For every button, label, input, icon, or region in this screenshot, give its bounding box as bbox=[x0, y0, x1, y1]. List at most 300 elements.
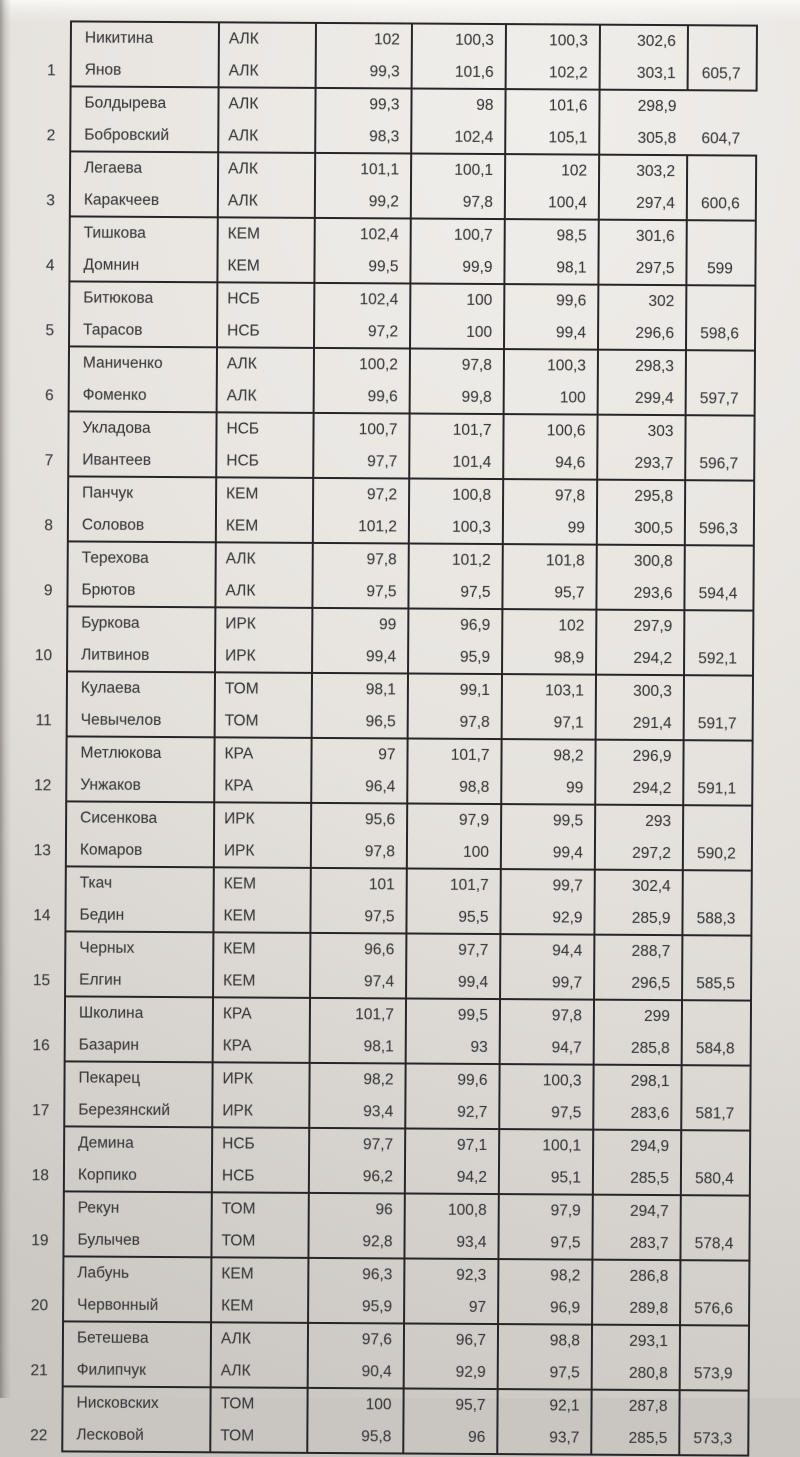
name-cell bbox=[67, 541, 215, 607]
subtotal-cell bbox=[594, 870, 682, 936]
athlete2-subtotal: 305,8 bbox=[637, 129, 677, 147]
pair-total-value: 596,7 bbox=[699, 455, 739, 473]
athlete2-score1: 99,3 bbox=[369, 62, 400, 80]
name-cell bbox=[71, 21, 219, 87]
region-cell bbox=[217, 282, 314, 348]
athlete1-score1: 101,1 bbox=[360, 161, 400, 179]
athlete2-score3: 97,1 bbox=[553, 713, 584, 732]
athlete1-score1: 102,4 bbox=[359, 291, 399, 309]
rank-cell bbox=[0, 866, 66, 931]
athlete1-score2: 100,3 bbox=[455, 31, 494, 50]
athlete1-score2: 100,7 bbox=[453, 226, 493, 245]
subtotal-cell bbox=[598, 350, 686, 416]
athlete1-region: ТОМ bbox=[224, 680, 259, 698]
rank-cell bbox=[0, 1256, 63, 1321]
score1-cell bbox=[307, 1388, 403, 1454]
rank-cell bbox=[0, 281, 69, 346]
athlete2-subtotal: 283,6 bbox=[630, 1104, 670, 1122]
rank-cell bbox=[0, 801, 66, 866]
athlete1-score1: 100,7 bbox=[358, 421, 398, 439]
athlete2-score3: 97,5 bbox=[549, 1363, 580, 1382]
athlete2-region: КЕМ bbox=[223, 906, 256, 925]
pair-total-value: 592,1 bbox=[698, 650, 738, 668]
athlete2-score1: 97,4 bbox=[363, 972, 395, 990]
rank-label: 9 bbox=[43, 581, 53, 599]
pair-total-cell bbox=[686, 285, 755, 350]
score2-cell bbox=[406, 868, 500, 934]
rank-cell bbox=[0, 541, 68, 606]
athlete1-name: Легаева bbox=[84, 159, 143, 177]
pair-total-cell bbox=[684, 545, 753, 610]
athlete1-name: Бетешева bbox=[76, 1329, 149, 1347]
score3-cell bbox=[497, 1389, 591, 1455]
athlete2-score3: 102,2 bbox=[548, 63, 588, 82]
score3-cell bbox=[500, 999, 594, 1065]
rank-cell bbox=[0, 216, 69, 281]
pair-total-cell bbox=[686, 350, 755, 415]
athlete1-region: КРА bbox=[222, 1005, 252, 1023]
athlete2-name: Янов bbox=[84, 61, 122, 79]
athlete1-region: НСБ bbox=[227, 290, 260, 308]
athlete1-score1: 95,6 bbox=[364, 811, 396, 829]
score3-cell bbox=[504, 349, 598, 415]
pair-total-cell bbox=[682, 870, 751, 935]
athlete1-subtotal: 293,1 bbox=[629, 1332, 668, 1351]
pair-total-cell bbox=[683, 740, 752, 805]
athlete1-name: Тишкова bbox=[83, 224, 146, 242]
athlete1-name: Терехова bbox=[81, 549, 149, 567]
score1-cell bbox=[310, 998, 406, 1064]
score3-cell bbox=[502, 609, 596, 675]
score3-cell bbox=[502, 674, 596, 740]
score3-cell bbox=[504, 284, 598, 350]
athlete1-name: Школина bbox=[78, 1004, 144, 1022]
athlete1-name: Болдырева bbox=[84, 94, 167, 113]
athlete2-subtotal: 296,5 bbox=[631, 974, 671, 992]
athlete2-score2: 100 bbox=[463, 843, 489, 861]
athlete1-region: ТОМ bbox=[220, 1395, 255, 1413]
score1-cell bbox=[315, 153, 411, 219]
pair-total-cell bbox=[685, 480, 754, 545]
athlete1-score2: 99,6 bbox=[457, 1071, 488, 1089]
score3-cell bbox=[498, 1324, 592, 1390]
athlete2-region: НСБ bbox=[227, 321, 260, 340]
table-row bbox=[0, 281, 755, 351]
athlete2-region: ТОМ bbox=[224, 711, 259, 730]
athlete1-score1: 100 bbox=[365, 1396, 392, 1414]
athlete2-score2: 93 bbox=[470, 1038, 488, 1056]
athlete2-name: Чевычелов bbox=[80, 710, 162, 729]
athlete2-name: Червонный bbox=[77, 1295, 159, 1314]
athlete2-name: Каракчеев bbox=[83, 191, 160, 209]
region-cell bbox=[215, 672, 312, 738]
region-cell bbox=[216, 477, 313, 543]
table-row bbox=[0, 411, 755, 481]
athlete2-name: Ивантеев bbox=[82, 450, 152, 469]
athlete1-score1: 96,3 bbox=[362, 1266, 393, 1284]
subtotal-cell bbox=[592, 1195, 680, 1261]
athlete1-score1: 97,6 bbox=[361, 1331, 392, 1349]
athlete2-score3: 99,4 bbox=[555, 323, 587, 342]
athlete2-score2: 97,8 bbox=[459, 713, 490, 731]
athlete2-score2: 99,8 bbox=[461, 388, 492, 406]
score2-cell bbox=[410, 219, 504, 285]
pair-total-value: 590,2 bbox=[696, 845, 736, 863]
athlete2-score3: 99 bbox=[566, 778, 584, 797]
athlete2-name: Брютов bbox=[81, 580, 136, 599]
score1-cell bbox=[309, 1063, 405, 1129]
athlete2-subtotal: 285,9 bbox=[631, 909, 671, 927]
athlete2-score3: 94,6 bbox=[555, 453, 586, 472]
rank-label: 22 bbox=[30, 1426, 48, 1444]
score3-cell bbox=[505, 154, 599, 220]
athlete1-region: АЛК bbox=[220, 1330, 251, 1348]
athlete1-name: Буркова bbox=[81, 614, 140, 632]
athlete2-score1: 96,4 bbox=[365, 777, 396, 795]
athlete2-region: ТОМ bbox=[220, 1426, 255, 1445]
pair-total-value: 578,4 bbox=[694, 1235, 734, 1253]
athlete1-score2: 101,7 bbox=[450, 746, 490, 764]
pair-total-value: 591,1 bbox=[697, 780, 737, 798]
rank-label: 7 bbox=[44, 451, 54, 469]
table-row bbox=[0, 671, 753, 741]
athlete1-score2: 101,7 bbox=[452, 421, 492, 439]
athlete2-name: Унжаков bbox=[80, 775, 141, 794]
score1-cell bbox=[315, 88, 411, 154]
athlete1-region: АЛК bbox=[225, 550, 256, 568]
athlete2-score2: 100,3 bbox=[452, 518, 491, 536]
score2-cell bbox=[409, 478, 503, 544]
athlete1-name: Кулаева bbox=[80, 679, 141, 697]
athlete1-region: КРА bbox=[224, 745, 254, 763]
rank-label: 17 bbox=[32, 1101, 50, 1119]
athlete2-score2: 102,4 bbox=[454, 128, 494, 146]
athlete1-subtotal: 294,7 bbox=[629, 1202, 669, 1221]
athlete2-score1: 101,2 bbox=[358, 517, 397, 535]
athlete2-name: Соловов bbox=[81, 515, 145, 534]
athlete1-name: Метлюкова bbox=[80, 744, 162, 762]
score1-cell bbox=[311, 738, 407, 804]
athlete1-score3: 100,3 bbox=[542, 1072, 582, 1090]
athlete2-region: ИРК bbox=[223, 841, 255, 860]
name-cell bbox=[63, 1191, 211, 1257]
athlete1-score1: 97,8 bbox=[366, 551, 397, 569]
athlete2-region: НСБ bbox=[221, 1166, 255, 1185]
results-table bbox=[0, 20, 758, 1457]
subtotal-cell bbox=[600, 25, 688, 91]
athlete2-score2: 93,4 bbox=[456, 1233, 487, 1251]
athlete2-score3: 97,5 bbox=[551, 1103, 582, 1122]
athlete1-subtotal: 298,1 bbox=[630, 1072, 670, 1091]
table-row bbox=[0, 1191, 750, 1261]
athlete1-subtotal: 298,3 bbox=[635, 357, 674, 376]
score1-cell bbox=[312, 543, 408, 609]
athlete2-subtotal: 297,2 bbox=[632, 844, 671, 862]
athlete1-subtotal: 300,3 bbox=[633, 682, 672, 701]
pair-total-value: 580,4 bbox=[694, 1170, 734, 1188]
athlete2-name: Елгин bbox=[79, 970, 122, 989]
athlete1-score1: 99,3 bbox=[369, 96, 400, 114]
athlete2-region: КЕМ bbox=[225, 516, 259, 535]
rank-label: 19 bbox=[31, 1231, 49, 1249]
athlete2-subtotal: 297,5 bbox=[635, 259, 675, 277]
subtotal-cell bbox=[596, 545, 684, 611]
athlete1-score2: 98 bbox=[476, 96, 494, 115]
paper-table-area bbox=[0, 20, 758, 1457]
athlete2-subtotal: 303,1 bbox=[636, 64, 676, 82]
athlete1-subtotal: 301,6 bbox=[635, 227, 675, 246]
rank-cell bbox=[0, 1061, 65, 1126]
athlete1-name: Рекун bbox=[77, 1199, 120, 1217]
score2-cell bbox=[405, 1063, 499, 1129]
athlete2-name: Березянский bbox=[78, 1100, 171, 1119]
pair-total-value: 581,7 bbox=[695, 1105, 735, 1123]
region-cell bbox=[215, 607, 312, 673]
table-row bbox=[0, 996, 751, 1066]
athlete1-score1: 101,7 bbox=[355, 1006, 394, 1024]
athlete2-score3: 94,7 bbox=[551, 1038, 582, 1057]
name-cell bbox=[63, 1256, 211, 1322]
rank-cell bbox=[0, 476, 68, 541]
rank-cell bbox=[0, 1126, 64, 1191]
athlete2-subtotal: 300,5 bbox=[634, 519, 673, 537]
name-cell bbox=[66, 736, 214, 802]
pair-total-value: 596,3 bbox=[698, 520, 738, 538]
athlete2-score1: 96,5 bbox=[365, 712, 396, 730]
athlete2-subtotal: 293,6 bbox=[633, 584, 673, 602]
athlete1-score3: 97,8 bbox=[554, 487, 586, 505]
athlete2-score3: 92,9 bbox=[552, 908, 583, 927]
athlete1-score1: 100,2 bbox=[359, 356, 398, 374]
athlete2-region: АЛК bbox=[226, 386, 257, 405]
table-row bbox=[0, 606, 753, 676]
athlete1-score2: 96,7 bbox=[455, 1331, 486, 1349]
athlete2-score3: 99 bbox=[567, 518, 585, 537]
athlete2-region: АЛК bbox=[227, 191, 258, 210]
athlete2-name: Домнин bbox=[83, 256, 140, 274]
athlete1-score1: 99 bbox=[379, 616, 397, 634]
athlete2-region: КРА bbox=[224, 776, 254, 795]
athlete2-score3: 95,7 bbox=[554, 583, 585, 602]
subtotal-cell bbox=[591, 1390, 679, 1456]
athlete1-name: Ткач bbox=[79, 874, 113, 892]
rank-label: 8 bbox=[44, 516, 53, 534]
athlete2-score1: 99,4 bbox=[365, 647, 397, 665]
rank-cell bbox=[0, 1386, 63, 1451]
athlete2-score2: 101,4 bbox=[452, 453, 492, 471]
subtotal-cell bbox=[593, 1130, 681, 1196]
score2-cell bbox=[408, 543, 502, 609]
athlete1-score3: 97,9 bbox=[550, 1202, 581, 1220]
athlete2-subtotal: 296,6 bbox=[635, 324, 675, 342]
name-cell bbox=[63, 1321, 211, 1387]
region-cell bbox=[213, 932, 310, 998]
score1-cell bbox=[314, 218, 410, 284]
athlete1-score1: 101 bbox=[368, 876, 395, 894]
athlete2-subtotal: 294,2 bbox=[633, 649, 673, 667]
athlete1-score3: 102 bbox=[558, 617, 585, 635]
score3-cell bbox=[505, 89, 599, 155]
athlete2-region: КЕМ bbox=[227, 256, 260, 275]
athlete2-subtotal: 285,5 bbox=[630, 1169, 669, 1187]
athlete2-subtotal: 289,8 bbox=[629, 1299, 669, 1317]
athlete2-region: КЕМ bbox=[221, 1296, 254, 1315]
region-cell bbox=[218, 152, 315, 218]
athlete1-name: Маниченко bbox=[82, 354, 163, 372]
athlete1-subtotal: 288,7 bbox=[631, 942, 671, 961]
name-cell bbox=[65, 931, 213, 997]
athlete2-score1: 99,2 bbox=[368, 192, 399, 210]
score1-cell bbox=[310, 868, 406, 934]
score3-cell bbox=[501, 739, 595, 805]
athlete2-name: Лесковой bbox=[76, 1425, 144, 1444]
athlete1-subtotal: 303,2 bbox=[636, 162, 676, 181]
region-cell bbox=[216, 412, 313, 478]
region-cell bbox=[214, 802, 311, 868]
athlete1-score1: 96,6 bbox=[364, 941, 395, 959]
rank-label: 14 bbox=[33, 906, 51, 924]
subtotal-cell bbox=[596, 675, 684, 741]
table-row bbox=[0, 346, 755, 416]
athlete1-region: НСБ bbox=[222, 1135, 255, 1153]
score2-cell bbox=[407, 738, 501, 804]
region-cell bbox=[213, 997, 310, 1063]
athlete1-score3: 102 bbox=[561, 162, 588, 180]
athlete1-subtotal: 295,8 bbox=[634, 487, 674, 506]
athlete1-score3: 101,8 bbox=[545, 552, 585, 570]
region-cell bbox=[214, 737, 311, 803]
athlete2-name: Корпико bbox=[77, 1165, 137, 1184]
pair-total-value: 604,7 bbox=[701, 130, 741, 148]
athlete1-score3: 100,3 bbox=[547, 357, 586, 375]
athlete2-region: АЛК bbox=[220, 1361, 251, 1380]
athlete1-name: Панчук bbox=[82, 484, 134, 502]
athlete1-score1: 97,7 bbox=[362, 1136, 394, 1154]
score2-cell bbox=[409, 413, 503, 479]
pair-total-cell bbox=[680, 1260, 749, 1325]
athlete1-score3: 94,4 bbox=[552, 942, 583, 960]
athlete2-score3: 100 bbox=[559, 388, 586, 407]
name-cell bbox=[66, 801, 214, 867]
rank-label: 3 bbox=[46, 191, 55, 209]
name-cell bbox=[69, 281, 217, 347]
athlete2-score2: 101,6 bbox=[454, 63, 494, 81]
athlete2-score2: 96 bbox=[468, 1428, 486, 1446]
name-cell bbox=[69, 346, 217, 412]
subtotal-cell bbox=[597, 415, 685, 481]
score2-cell bbox=[411, 154, 505, 220]
score2-cell bbox=[404, 1323, 498, 1389]
table-row bbox=[0, 541, 754, 611]
athlete1-score1: 102,4 bbox=[359, 226, 399, 244]
pair-total-value: 591,7 bbox=[697, 715, 737, 733]
table-row bbox=[1, 86, 756, 156]
rank-label: 21 bbox=[30, 1361, 48, 1379]
subtotal-cell bbox=[594, 935, 682, 1001]
table-row bbox=[0, 1386, 749, 1456]
athlete2-name: Булычев bbox=[77, 1230, 140, 1249]
pair-total-cell bbox=[686, 220, 755, 285]
rank-label: 4 bbox=[45, 256, 55, 274]
rank-label: 1 bbox=[47, 61, 56, 79]
athlete1-subtotal: 302,6 bbox=[637, 32, 676, 51]
athlete1-region: КЕМ bbox=[223, 875, 257, 893]
athlete2-subtotal: 285,8 bbox=[630, 1039, 670, 1057]
pair-total-cell bbox=[685, 415, 754, 480]
athlete2-name: Базарин bbox=[78, 1035, 139, 1054]
score3-cell bbox=[501, 804, 595, 870]
athlete1-score2: 99,1 bbox=[459, 681, 490, 699]
athlete1-subtotal: 299 bbox=[643, 1007, 670, 1026]
pair-total-value: 573,9 bbox=[693, 1365, 733, 1383]
athlete2-score3: 98,1 bbox=[556, 258, 587, 277]
athlete1-score1: 98,1 bbox=[365, 681, 396, 699]
region-cell bbox=[217, 347, 314, 413]
athlete2-score2: 98,8 bbox=[459, 778, 490, 796]
athlete2-score2: 92,7 bbox=[457, 1103, 488, 1121]
score2-cell bbox=[404, 1193, 498, 1259]
pair-total-value: 597,7 bbox=[699, 390, 739, 408]
athlete1-region: НСБ bbox=[226, 420, 260, 438]
name-cell bbox=[65, 996, 213, 1062]
athlete2-score1: 99,5 bbox=[368, 257, 399, 275]
subtotal-cell bbox=[594, 1000, 682, 1066]
rank-cell bbox=[1, 151, 70, 216]
athlete2-score1: 95,8 bbox=[361, 1427, 392, 1445]
athlete2-subtotal: 283,7 bbox=[629, 1234, 669, 1252]
region-cell bbox=[217, 217, 314, 283]
athlete1-score3: 100,3 bbox=[549, 32, 588, 50]
athlete1-name: Битюкова bbox=[83, 289, 154, 307]
region-cell bbox=[211, 1257, 308, 1323]
pair-total-value: 600,6 bbox=[700, 195, 740, 213]
score3-cell bbox=[500, 869, 594, 935]
athlete2-name: Литвинов bbox=[81, 645, 150, 664]
rank-cell bbox=[0, 606, 67, 671]
pair-total-value: 599 bbox=[707, 260, 733, 278]
region-cell bbox=[212, 1127, 309, 1193]
athlete1-score3: 97,8 bbox=[551, 1007, 582, 1025]
table-row bbox=[0, 216, 755, 286]
score3-cell bbox=[503, 414, 597, 480]
athlete1-region: КЕМ bbox=[226, 485, 259, 503]
score1-cell bbox=[308, 1193, 404, 1259]
name-cell bbox=[68, 411, 216, 477]
athlete2-score1: 98,3 bbox=[369, 127, 400, 145]
athlete2-region: АЛК bbox=[225, 581, 256, 600]
athlete1-score3: 92,1 bbox=[549, 1397, 580, 1415]
athlete2-score1: 90,4 bbox=[361, 1362, 392, 1380]
athlete1-region: ТОМ bbox=[221, 1200, 256, 1218]
athlete1-subtotal: 287,8 bbox=[628, 1397, 668, 1416]
athlete2-subtotal: 297,4 bbox=[636, 194, 675, 212]
athlete1-name: Черных bbox=[79, 939, 135, 957]
subtotal-cell bbox=[598, 285, 686, 351]
table-row bbox=[0, 736, 753, 806]
athlete1-score2: 92,3 bbox=[456, 1266, 487, 1284]
athlete1-region: АЛК bbox=[228, 30, 259, 48]
athlete2-score3: 96,9 bbox=[549, 1298, 581, 1317]
athlete2-region: КЕМ bbox=[223, 971, 256, 990]
athlete1-subtotal: 286,8 bbox=[629, 1267, 669, 1286]
athlete2-score1: 97,7 bbox=[367, 452, 398, 470]
athlete1-score2: 99,5 bbox=[457, 1006, 488, 1024]
name-cell bbox=[70, 86, 218, 152]
score1-cell bbox=[312, 673, 408, 739]
athlete2-score3: 99,4 bbox=[552, 843, 583, 862]
athlete1-name: Пекарец bbox=[78, 1069, 141, 1087]
name-cell bbox=[70, 151, 218, 217]
